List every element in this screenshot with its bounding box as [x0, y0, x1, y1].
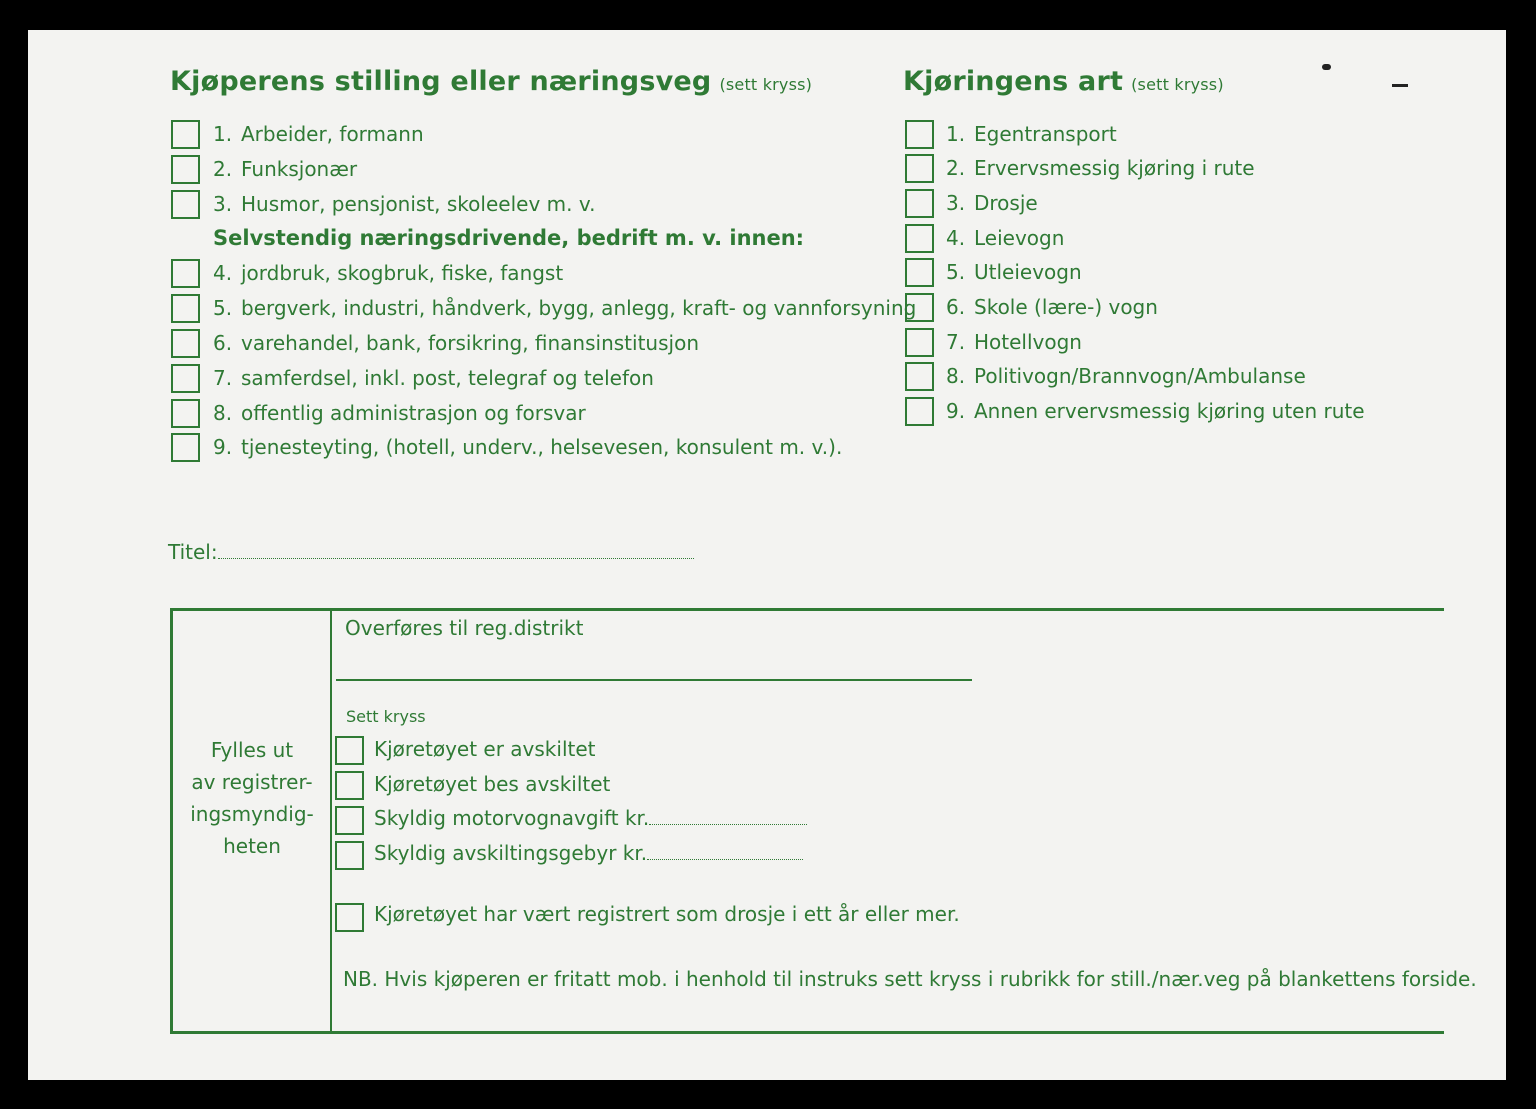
- left-checkbox-3[interactable]: [171, 190, 200, 219]
- right-option-number: 5.: [946, 260, 966, 284]
- left-option-4: [213, 261, 563, 285]
- left-option-number: 2.: [213, 157, 233, 181]
- left-option-2: [213, 157, 357, 181]
- left-checkbox-1[interactable]: [171, 120, 200, 149]
- ink-speck: [1392, 84, 1408, 87]
- right-option-5: [946, 260, 1082, 284]
- left-option-label: jordbruk, skogbruk, fiske, fangst: [241, 261, 564, 285]
- right-option-number: 7.: [946, 330, 966, 354]
- left-option-3: [213, 192, 595, 216]
- right-option-number: 3.: [946, 191, 966, 215]
- right-option-number: 1.: [946, 122, 966, 146]
- authority-box-divider: [330, 610, 332, 1032]
- authority-box-left: [170, 608, 173, 1034]
- right-option-2: [946, 156, 1255, 180]
- right-option-label: Drosje: [974, 191, 1038, 215]
- left-option-number: 1.: [213, 122, 233, 146]
- titel-field[interactable]: [168, 540, 694, 564]
- avskiltingsgebyr-amount-line[interactable]: [647, 859, 803, 860]
- right-option-number: 4.: [946, 226, 966, 250]
- check-avskiltet-label: Kjøretøyet er avskiltet: [374, 737, 596, 761]
- right-option-label: Utleievogn: [974, 260, 1082, 284]
- self-employed-subheading: Selvstendig næringsdrivende, bedrift m. v. innen:: [213, 226, 805, 250]
- left-checkbox-2[interactable]: [171, 155, 200, 184]
- left-option-5: [213, 296, 916, 320]
- left-checkbox-5[interactable]: [171, 294, 200, 323]
- side-line-2: av registrer-: [191, 770, 313, 794]
- right-checkbox-3[interactable]: [905, 189, 934, 218]
- left-option-1: [213, 122, 424, 146]
- left-option-number: 3.: [213, 192, 233, 216]
- check-avskiltingsgebyr[interactable]: [335, 841, 364, 870]
- transfer-label: Overføres til reg.distrikt: [345, 616, 584, 640]
- right-option-6: [946, 295, 1158, 319]
- right-checkbox-6[interactable]: [905, 293, 934, 322]
- right-option-number: 8.: [946, 364, 966, 388]
- left-option-8: [213, 401, 586, 425]
- left-option-7: [213, 366, 654, 390]
- check-motorvognavgift-label: Skyldig motorvognavgift kr.: [374, 806, 650, 830]
- right-checkbox-8[interactable]: [905, 362, 934, 391]
- right-option-label: Leievogn: [974, 226, 1065, 250]
- left-option-label: Arbeider, formann: [241, 122, 424, 146]
- right-option-label: Annen ervervsmessig kjøring uten rute: [974, 399, 1365, 423]
- right-checkbox-4[interactable]: [905, 224, 934, 253]
- right-option-3: [946, 191, 1038, 215]
- right-option-1: [946, 122, 1117, 146]
- right-checkbox-7[interactable]: [905, 328, 934, 357]
- check-drosje[interactable]: [335, 903, 364, 932]
- left-option-label: Funksjonær: [241, 157, 358, 181]
- left-checkbox-8[interactable]: [171, 399, 200, 428]
- left-title-text: Kjøperens stilling eller næringsveg: [170, 66, 712, 97]
- right-option-label: Politivogn/Brannvogn/Ambulanse: [974, 364, 1306, 388]
- left-option-label: varehandel, bank, forsikring, finansinstitusjon: [241, 331, 699, 355]
- right-checkbox-5[interactable]: [905, 258, 934, 287]
- left-checkbox-6[interactable]: [171, 329, 200, 358]
- right-option-label: Egentransport: [974, 122, 1117, 146]
- check-avskiltingsgebyr-row: [374, 841, 803, 865]
- check-avskiltingsgebyr-label: Skyldig avskiltingsgebyr kr.: [374, 841, 648, 865]
- right-option-label: Skole (lære-) vogn: [974, 295, 1158, 319]
- right-option-label: Hotellvogn: [974, 330, 1082, 354]
- check-motorvognavgift[interactable]: [335, 806, 364, 835]
- right-title-hint: (sett kryss): [1131, 75, 1224, 94]
- right-option-7: [946, 330, 1082, 354]
- left-option-number: 9.: [213, 435, 233, 459]
- check-avskiltet[interactable]: [335, 736, 364, 765]
- left-option-number: 7.: [213, 366, 233, 390]
- right-option-number: 6.: [946, 295, 966, 319]
- authority-box-top: [172, 608, 1444, 611]
- right-option-4: [946, 226, 1064, 250]
- authority-box-bottom: [172, 1031, 1444, 1034]
- left-checkbox-4[interactable]: [171, 259, 200, 288]
- left-option-6: [213, 331, 699, 355]
- left-option-number: 4.: [213, 261, 233, 285]
- right-checkbox-2[interactable]: [905, 154, 934, 183]
- authority-side-label: [176, 734, 328, 862]
- right-option-number: 9.: [946, 399, 966, 423]
- left-option-label: bergverk, industri, håndverk, bygg, anlegg, kraft- og vannforsyning: [241, 296, 917, 320]
- left-option-number: 8.: [213, 401, 233, 425]
- right-checkbox-9[interactable]: [905, 397, 934, 426]
- side-line-3: ingsmyndig-: [190, 802, 314, 826]
- right-option-8: [946, 364, 1306, 388]
- left-option-number: 6.: [213, 331, 233, 355]
- left-checkbox-9[interactable]: [171, 433, 200, 462]
- left-checkbox-7[interactable]: [171, 364, 200, 393]
- left-title-hint: (sett kryss): [719, 75, 813, 94]
- left-option-label: samferdsel, inkl. post, telegraf og telefon: [241, 366, 654, 390]
- sett-kryss-label: Sett kryss: [346, 707, 426, 726]
- right-option-label: Ervervsmessig kjøring i rute: [974, 156, 1255, 180]
- left-option-label: offentlig administrasjon og forsvar: [241, 401, 586, 425]
- right-option-number: 2.: [946, 156, 966, 180]
- right-section-title: [903, 66, 1224, 97]
- titel-dotted-line[interactable]: [218, 558, 694, 559]
- side-line-4: heten: [223, 834, 281, 858]
- check-drosje-label: Kjøretøyet har vært registrert som drosje i ett år eller mer.: [374, 902, 960, 926]
- side-line-1: Fylles ut: [210, 738, 294, 762]
- transfer-line[interactable]: [336, 679, 972, 681]
- ink-speck: [1322, 64, 1331, 70]
- check-motorvognavgift-row: [374, 806, 807, 830]
- left-option-9: [213, 435, 842, 459]
- check-bes-avskiltet[interactable]: [335, 771, 364, 800]
- right-title-text: Kjøringens art: [903, 66, 1124, 97]
- left-option-label: Husmor, pensjonist, skoleelev m. v.: [241, 192, 596, 216]
- check-bes-avskiltet-label: Kjøretøyet bes avskiltet: [374, 772, 611, 796]
- left-section-title: [170, 66, 812, 97]
- nb-note: NB. Hvis kjøperen er fritatt mob. i henhold til instruks sett kryss i rubrikk for still./nær.veg på blankettens forside.: [343, 967, 1477, 991]
- titel-label: Titel:: [168, 540, 218, 564]
- left-option-label: tjenesteyting, (hotell, underv., helsevesen, konsulent m. v.).: [241, 435, 843, 459]
- right-option-9: [946, 399, 1365, 423]
- motorvognavgift-amount-line[interactable]: [649, 824, 807, 825]
- right-checkbox-1[interactable]: [905, 120, 934, 149]
- left-option-number: 5.: [213, 296, 233, 320]
